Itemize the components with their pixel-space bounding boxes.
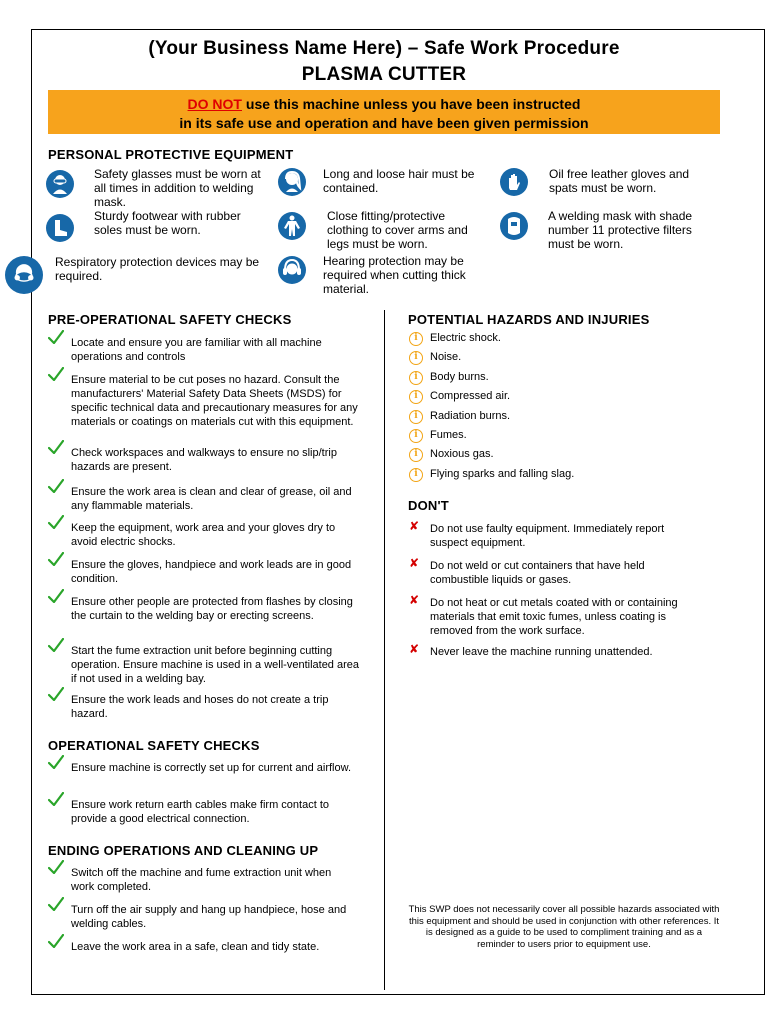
ppe-item-text: Close fitting/protective clothing to cover arms and legs must be worn. bbox=[327, 209, 468, 251]
checklist-item: Locate and ensure you are familiar with all machine operations and controls bbox=[71, 337, 322, 363]
ppe-item-text: Sturdy footwear with rubber soles must be worn. bbox=[94, 209, 241, 237]
checklist-item: Check workspaces and walkways to ensure no slip/trip hazards are present. bbox=[71, 447, 337, 473]
checklist-item: Leave the work area in a safe, clean and tidy state. bbox=[71, 941, 320, 953]
info-warning-icon: i bbox=[409, 351, 423, 365]
cross-icon: ✘ bbox=[409, 642, 420, 656]
info-warning-icon: i bbox=[409, 332, 423, 346]
protective-clothing-icon bbox=[278, 212, 306, 240]
footwear-icon bbox=[46, 214, 74, 242]
pre-op-heading: PRE-OPERATIONAL SAFETY CHECKS bbox=[48, 312, 292, 327]
do-not-text: DO NOT bbox=[187, 96, 242, 112]
dont-heading: DON'T bbox=[408, 498, 449, 513]
cross-icon: ✘ bbox=[409, 519, 420, 533]
check-icon bbox=[48, 897, 64, 911]
hazard-item: Radiation burns. bbox=[430, 409, 511, 422]
disclaimer-footnote: This SWP does not necessarily cover all possible hazards associated with this equipment and should be used in conjunction with other references. It is designed as a guide to be used to compliment training and as a reminder to users prior to equipment use. bbox=[408, 904, 720, 950]
check-icon bbox=[48, 330, 64, 344]
machine-title: PLASMA CUTTER bbox=[301, 64, 467, 85]
ppe-item-text: Oil free leather gloves and spats must be worn. bbox=[549, 167, 690, 195]
dont-item: Do not use faulty equipment. Immediately report suspect equipment. bbox=[430, 523, 665, 549]
dont-item: Do not heat or cut metals coated with or containing materials that emit toxic fumes, unless coating is removed from the work surface. bbox=[430, 597, 678, 637]
respirator-icon bbox=[5, 256, 43, 294]
check-icon bbox=[48, 367, 64, 381]
cross-icon: ✘ bbox=[409, 593, 420, 607]
check-icon bbox=[48, 515, 64, 529]
ppe-item-text: Safety glasses must be worn at all times in addition to welding mask. bbox=[94, 167, 261, 209]
checklist-item: Start the fume extraction unit before beginning cutting operation. Ensure machine is used in a well-ventilated area if not used in a welding bay. bbox=[71, 645, 359, 685]
checklist-item: Ensure machine is correctly set up for current and airflow. bbox=[71, 762, 352, 774]
hazard-item: Noise. bbox=[430, 351, 462, 364]
hair-icon bbox=[278, 168, 306, 196]
page-title: (Your Business Name Here) – Safe Work Procedure bbox=[148, 38, 620, 59]
info-warning-icon: i bbox=[409, 429, 423, 443]
checklist-item: Ensure the work area is clean and clear of grease, oil and any flammable materials. bbox=[71, 486, 352, 512]
hazards-heading: POTENTIAL HAZARDS AND INJURIES bbox=[408, 312, 650, 327]
ppe-heading: PERSONAL PROTECTIVE EQUIPMENT bbox=[48, 147, 294, 162]
welding-mask-icon bbox=[500, 212, 528, 240]
checklist-item: Keep the equipment, work area and your gloves dry to avoid electric shocks. bbox=[71, 522, 336, 548]
check-icon bbox=[48, 792, 64, 806]
dont-item: Never leave the machine running unattended. bbox=[430, 646, 653, 658]
check-icon bbox=[48, 860, 64, 874]
hazard-item: Body burns. bbox=[430, 370, 489, 383]
hazard-item: Noxious gas. bbox=[430, 448, 494, 461]
op-heading: OPERATIONAL SAFETY CHECKS bbox=[48, 738, 260, 753]
checklist-item: Ensure other people are protected from flashes by closing the curtain to the welding bay or erecting screens. bbox=[71, 596, 353, 622]
hazard-item: Compressed air. bbox=[430, 390, 511, 403]
info-warning-icon: i bbox=[409, 371, 423, 385]
checklist-item: Ensure material to be cut poses no hazard. Consult the manufacturers' Material Safety Data Sheets (MSDS) for specific technical data and precautionary measures for any materials or coatings on materials cut with this equipment. bbox=[71, 374, 358, 428]
check-icon bbox=[48, 479, 64, 493]
checklist-item: Ensure the work leads and hoses do not create a trip hazard. bbox=[71, 694, 329, 720]
banner-text-2: in its safe use and operation and have been given permission bbox=[179, 115, 589, 131]
hazard-item: Electric shock. bbox=[430, 332, 501, 344]
dont-item: Do not weld or cut containers that have held combustible liquids or gases. bbox=[430, 560, 645, 586]
safety-glasses-icon bbox=[46, 170, 74, 198]
checklist-item: Switch off the machine and fume extraction unit when work completed. bbox=[71, 867, 332, 893]
checklist-item: Ensure work return earth cables make firm contact to provide a good electrical connection. bbox=[71, 799, 329, 825]
check-icon bbox=[48, 552, 64, 566]
info-warning-icon: i bbox=[409, 448, 423, 462]
banner-text-1: use this machine unless you have been instructed bbox=[242, 96, 581, 112]
hazard-item: Fumes. bbox=[430, 429, 467, 441]
info-warning-icon: i bbox=[409, 410, 423, 424]
hearing-protection-icon bbox=[278, 256, 306, 284]
ending-heading: ENDING OPERATIONS AND CLEANING UP bbox=[48, 843, 319, 858]
warning-banner bbox=[48, 90, 720, 134]
checklist-item: Turn off the air supply and hang up handpiece, hose and welding cables. bbox=[71, 904, 347, 930]
hazard-item: Flying sparks and falling slag. bbox=[430, 467, 575, 480]
check-icon bbox=[48, 589, 64, 603]
ppe-item-text: Hearing protection may be required when cutting thick material. bbox=[323, 254, 466, 296]
column-divider bbox=[384, 310, 385, 990]
cross-icon: ✘ bbox=[409, 556, 420, 570]
ppe-item-text: Long and loose hair must be contained. bbox=[323, 167, 475, 195]
info-warning-icon: i bbox=[409, 468, 423, 482]
check-icon bbox=[48, 440, 64, 454]
check-icon bbox=[48, 755, 64, 769]
check-icon bbox=[48, 934, 64, 948]
ppe-item-text: Respiratory protection devices may be required. bbox=[55, 255, 260, 283]
ppe-item-text: A welding mask with shade number 11 protective filters must be worn. bbox=[548, 209, 693, 251]
gloves-icon bbox=[500, 168, 528, 196]
check-icon bbox=[48, 638, 64, 652]
checklist-item: Ensure the gloves, handpiece and work leads are in good condition. bbox=[71, 559, 352, 585]
check-icon bbox=[48, 687, 64, 701]
info-warning-icon: i bbox=[409, 390, 423, 404]
